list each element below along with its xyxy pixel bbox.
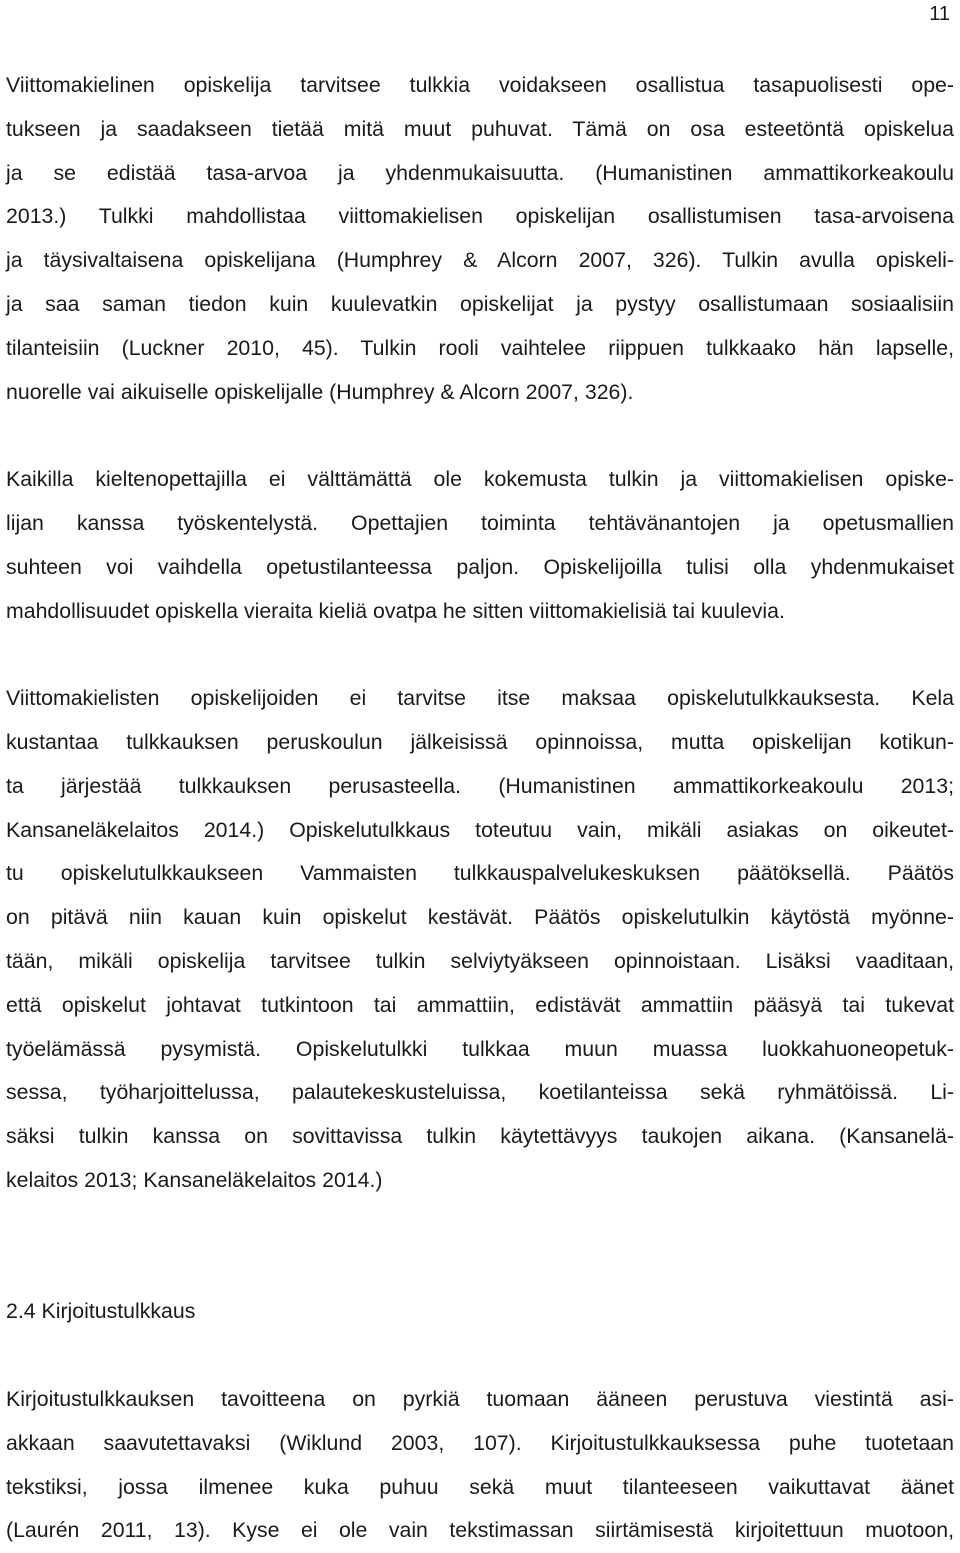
text-line: tukseen ja saadakseen tietää mitä muut puhuvat. Tämä on osa esteetöntä opiskelua: [6, 116, 954, 141]
text-line: ja saa saman tiedon kuin kuulevatkin opiskelijat ja pystyy osallistumaan sosiaalisiin: [6, 291, 954, 316]
page-number: 11: [929, 3, 950, 25]
paragraph-written-interpretation: [6, 1378, 954, 1553]
text-line: 2013.) Tulkki mahdollistaa viittomakielisen opiskelijan osallistumisen tasa-arvoisena: [6, 204, 954, 229]
text-line: Kaikilla kieltenopettajilla ei välttämättä ole kokemusta tulkin ja viittomakielisen opiske-: [6, 467, 954, 492]
text-line: lijan kanssa työskentelystä. Opettajien toiminta tehtävänantojen ja opetusmallien: [6, 510, 954, 535]
text-line: tään, mikäli opiskelija tarvitsee tulkin selviytyäkseen opinnoistaan. Lisäksi vaaditaan,: [6, 948, 954, 973]
text-line: tekstiksi, jossa ilmenee kuka puhuu sekä muut tilanteeseen vaikuttavat äänet: [6, 1474, 954, 1499]
paragraph-interpretation-costs: [6, 677, 954, 1203]
text-line: tu opiskelutulkkaukseen Vammaisten tulkkauspalvelukeskuksen päätöksellä. Päätös: [6, 861, 954, 886]
text-line: ja se edistää tasa-arvoa ja yhdenmukaisuutta. (Humanistinen ammattikorkeakoulu: [6, 160, 954, 185]
text-line: kelaitos 2013; Kansaneläkelaitos 2014.): [6, 1167, 383, 1192]
text-line: ta järjestää tulkkauksen perusasteella. (Humanistinen ammattikorkeakoulu 2013;: [6, 773, 954, 798]
text-line: että opiskelut johtavat tutkintoon tai ammattiin, edistävät ammattiin pääsyä tai tukevat: [6, 992, 954, 1017]
paragraph-gap: [6, 1203, 954, 1247]
text-line: Kirjoitustulkkauksen tavoitteena on pyrkiä tuomaan ääneen perustuva viestintä asi-: [6, 1386, 954, 1411]
paragraph-gap: [6, 633, 954, 677]
text-line: ja täysivaltaisena opiskelijana (Humphrey & Alcorn 2007, 326). Tulkin avulla opiskeli-: [6, 248, 954, 273]
text-line: sessa, työharjoittelussa, palautekeskusteluissa, koetilanteissa sekä ryhmätöissä. Li-: [6, 1080, 954, 1105]
paragraph-gap: [6, 414, 954, 458]
text-line: Kansaneläkelaitos 2014.) Opiskelutulkkaus toteutuu vain, mikäli asiakas on oikeutet-: [6, 817, 954, 842]
text-line: työelämässä pysymistä. Opiskelutulkki tulkkaa muun muassa luokkahuoneopetuk-: [6, 1036, 954, 1061]
paragraph-gap: [6, 1247, 954, 1291]
text-line: (Laurén 2011, 13). Kyse ei ole vain tekstimassan siirtämisestä kirjoitettuun muotoon,: [6, 1518, 954, 1543]
text-line: tilanteisiin (Luckner 2010, 45). Tulkin rooli vaihtelee riippuen tulkkaako hän lapselle,: [6, 335, 954, 360]
section-heading: 2.4 Kirjoitustulkkaus: [6, 1299, 196, 1324]
text-line: Viittomakielinen opiskelija tarvitsee tulkkia voidakseen osallistua tasapuolisesti ope-: [6, 73, 954, 97]
text-line: on pitävä niin kauan kuin opiskelut kestävät. Päätös opiskelutulkin käytöstä myönne-: [6, 905, 954, 930]
text-line: säksi tulkin kanssa on sovittavissa tulkin käytettävyys taukojen aikana. (Kansanelä-: [6, 1124, 954, 1149]
text-line: kustantaa tulkkauksen peruskoulun jälkeisissä opinnoissa, mutta opiskelijan kotikun-: [6, 729, 954, 754]
paragraph-language-teachers: [6, 458, 954, 633]
text-line: mahdollisuudet opiskella vieraita kieliä ovatpa he sitten viittomakielisiä tai kuulevia.: [6, 598, 785, 623]
text-line: akkaan saavutettavaksi (Wiklund 2003, 107). Kirjoitustulkkauksessa puhe tuotetaan: [6, 1430, 954, 1455]
paragraph-interpreter-role: [6, 64, 954, 414]
text-line: nuorelle vai aikuiselle opiskelijalle (Humphrey & Alcorn 2007, 326).: [6, 379, 634, 404]
text-line: Viittomakielisten opiskelijoiden ei tarvitse itse maksaa opiskelutulkkauksesta. Kela: [6, 686, 954, 711]
paragraph-gap: [6, 1334, 954, 1378]
document-body: [6, 64, 954, 1553]
text-line: suhteen voi vaihdella opetustilanteessa paljon. Opiskelijoilla tulisi olla yhdenmukaiset: [6, 554, 954, 579]
